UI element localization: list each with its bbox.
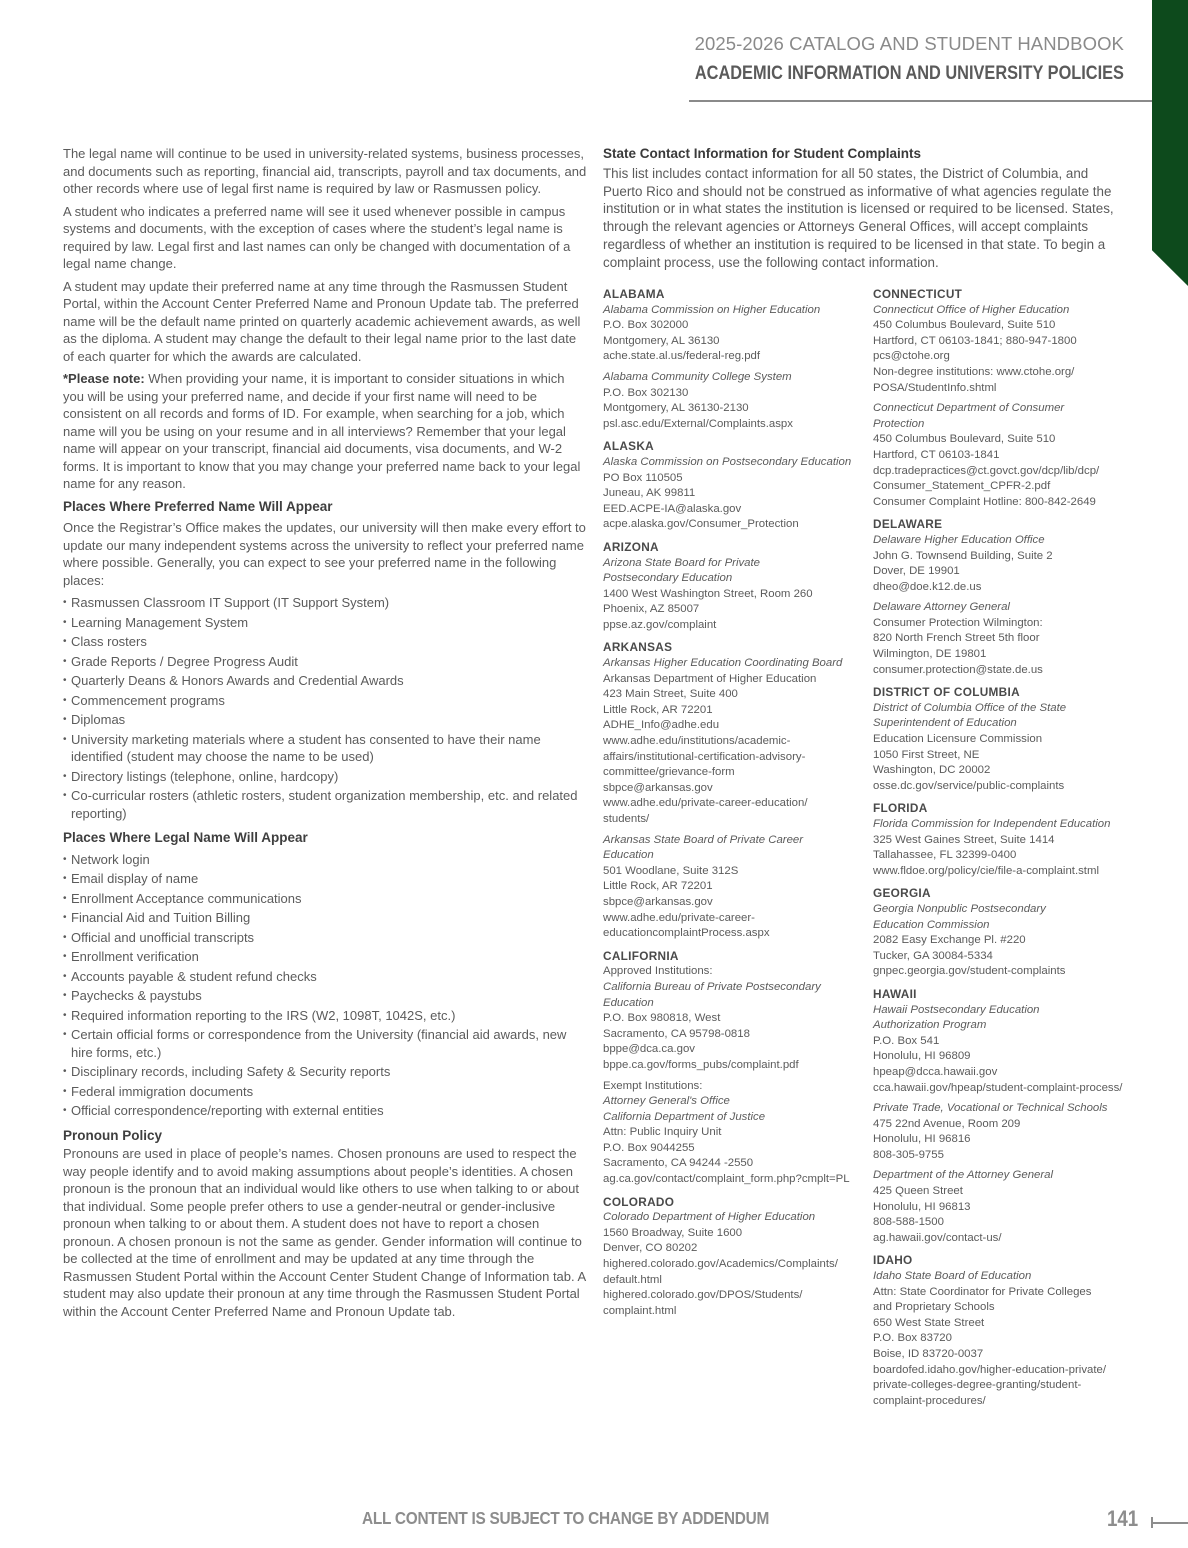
- preferred-intro: Once the Registrar’s Office makes the updates, our university will then make every effort to update our many independent systems across the university to reflect your preferred name where possible. Generally, you can expect to see your preferred name in the following places:: [63, 520, 586, 588]
- agency-name: Private Trade, Vocational or Technical Schools: [873, 1102, 1108, 1115]
- contact-line: P.O. Box 302130: [603, 386, 689, 399]
- contact-link[interactable]: ag.ca.gov/contact/complaint_form.php?cmplt=PL: [603, 1173, 850, 1186]
- contact-line: 325 West Gaines Street, Suite 1414: [873, 833, 1055, 846]
- contact-link[interactable]: ppse.az.gov/complaint: [603, 618, 717, 631]
- page-marker-line: [1151, 1522, 1188, 1524]
- state-block-idaho: [873, 1253, 1135, 1409]
- agency-name: Protection: [873, 417, 925, 430]
- note-text: When providing your name, it is important to consider situations in which you will be using your preferred name, and decide if your first name will need to be consistent on all records and forms of ID. For example, when searching for a job, which name will you be using on your resume and in all interviews? Remember that your legal name will appear on your transcript, financial aid documents, visa documents, and W-2 forms. It is important to know that you may change your preferred name back to your legal name for any reason.: [63, 371, 581, 491]
- state-name: IDAHO: [873, 1253, 913, 1268]
- state-name: ARIZONA: [603, 539, 659, 554]
- contact-link[interactable]: ADHE_Info@adhe.edu: [603, 719, 720, 732]
- agency-contact: [603, 556, 865, 634]
- list-item: • Enrollment verification: [63, 948, 589, 966]
- state-contacts-intro: [603, 145, 1123, 272]
- contact-link[interactable]: www.adhe.edu/institutions/academic-: [603, 735, 791, 748]
- contact-line: 501 Woodlane, Suite 312S: [603, 864, 739, 877]
- list-item: • Financial Aid and Tuition Billing: [63, 909, 589, 927]
- agency-contact: [603, 964, 865, 1073]
- contact-line: Attn: State Coordinator for Private Colleges: [873, 1285, 1092, 1298]
- catalog-title: 2025-2026 CATALOG AND STUDENT HANDBOOK: [694, 33, 1124, 54]
- agency-contact: [603, 833, 865, 942]
- state-name: ALABAMA: [603, 287, 665, 301]
- state-name: HAWAII: [873, 986, 917, 1001]
- state-name: ALASKA: [603, 439, 654, 454]
- contact-link[interactable]: gnpec.georgia.gov/student-complaints: [873, 965, 1066, 978]
- contact-link[interactable]: hpeap@dcca.hawaii.gov: [873, 1065, 998, 1078]
- contact-link[interactable]: complaint-procedures/: [873, 1394, 986, 1407]
- heading-pronoun-policy: Pronoun Policy: [63, 1127, 163, 1143]
- state-block-delaware: [873, 517, 1135, 678]
- state-name: ARKANSAS: [603, 640, 673, 655]
- agency-name: Connecticut Department of Consumer: [873, 402, 1065, 415]
- contact-line: Attn: Public Inquiry Unit: [603, 1126, 722, 1139]
- agency-name: Hawaii Postsecondary Education: [873, 1003, 1040, 1016]
- pronoun-policy-text: Pronouns are used in place of people’s names. Chosen pronouns are used to respect the way people identify and to avoid making assumptions about people’s identities. A chosen pronoun is the pronoun that an individual would like others to use when talking to or about that individual. Some people prefer others to use a gender-neutral or gender-inclusive pronoun when talking to or about them. A student does not have to report a chosen pronoun. A chosen pronoun is not the same as gender. Gender information will continue to be collected at the time of enrollment and may be updated at any time through the Rasmussen Student Portal within the Account Center Student Change of Information tab. A student may also update their pronoun at any time through the Rasmussen Student Portal within the Account Center Preferred Name and Pronoun Update tab.: [63, 1146, 586, 1319]
- contact-line: 808-588-1500: [873, 1216, 944, 1229]
- contact-line: P.O. Box 83720: [873, 1332, 952, 1345]
- agency-name: Attorney General's Office: [603, 1095, 730, 1108]
- contact-line: 450 Columbus Boulevard, Suite 510: [873, 319, 1056, 332]
- agency-name: Alaska Commission on Postsecondary Education: [603, 455, 852, 468]
- state-block-district-of-columbia: [873, 685, 1135, 794]
- contact-link[interactable]: dcp.tradepractices@ct.govct.gov/dcp/lib/dcp/: [873, 464, 1100, 477]
- paragraph-update-preferred: A student may update their preferred name at any time through the Rasmussen Student Portal, within the Account Center Preferred Name and Pronoun Update tab. The preferred name will be the default name printed on quarterly academic achievement awards, as well as the diploma. A student may change the default to their legal name prior to the last date of each quarter for which the awards are calculated.: [63, 278, 581, 364]
- contact-line: Montgomery, AL 36130-2130: [603, 402, 749, 415]
- list-item: • Accounts payable & student refund checks: [63, 968, 589, 986]
- agency-contact: [603, 455, 865, 533]
- contact-link[interactable]: highered.colorado.gov/Academics/Complaints/: [603, 1258, 838, 1271]
- contact-link[interactable]: ag.hawaii.gov/contact-us/: [873, 1231, 1002, 1244]
- list-item: • University marketing materials where a student has consented to have their name identified (student may choose the name to be used): [63, 731, 589, 766]
- paragraph-preferred-name: A student who indicates a preferred name will see it used whenever possible in campus systems and documents, with the exception of cases where the student’s legal name is required by law. Legal first and last names can only be changed with documentation of a legal name change.: [63, 203, 571, 271]
- state-block-alabama: [603, 287, 865, 432]
- contact-line: Arkansas Department of Higher Education: [603, 672, 817, 685]
- contact-line: P.O. Box 541: [873, 1034, 940, 1047]
- page-number: 141: [1107, 1506, 1139, 1531]
- heading-preferred-name-places: Places Where Preferred Name Will Appear: [63, 498, 333, 514]
- agency-name: Alabama Community College System: [603, 370, 792, 383]
- contact-line: 820 North French Street 5th floor: [873, 632, 1040, 645]
- agency-name: Education: [603, 996, 654, 1009]
- contact-line: Honolulu, HI 96809: [873, 1050, 971, 1063]
- agency-name: California Bureau of Private Postsecondary: [603, 980, 821, 993]
- contact-line: and Proprietary Schools: [873, 1301, 995, 1314]
- list-item: • Learning Management System: [63, 614, 589, 632]
- agency-contact: [873, 1269, 1135, 1409]
- agency-name: Colorado Department of Higher Education: [603, 1211, 816, 1224]
- heading-state-contacts: State Contact Information for Student Complaints: [603, 146, 922, 161]
- contact-link[interactable]: sbpce@arkansas.gov: [603, 781, 713, 794]
- state-block-arizona: [603, 540, 865, 634]
- agency-contact: [873, 701, 1135, 795]
- state-contacts-intro-text: This list includes contact information for all 50 states, the District of Columbia, and Puerto Rico and should not be construed as informative of what agencies regulate the institution or in what states the institution is licensed or required to be licensed. States, through the relevant agencies or Attorneys General Offices, will accept complaints regardless of whether an institution is required to be licensed in that state. To begin a complaint process, use the following contact information.: [603, 165, 1114, 270]
- agency-contact: [603, 656, 865, 828]
- contact-link[interactable]: educationcomplaintProcess.aspx: [603, 927, 770, 940]
- agency-name: Authorization Program: [873, 1019, 987, 1032]
- state-name: CONNECTICUT: [873, 287, 963, 301]
- list-item: • Email display of name: [63, 870, 589, 888]
- agency-contact: [873, 817, 1135, 879]
- contact-line: Sacramento, CA 94244 -2550: [603, 1157, 754, 1170]
- contact-line: 808-305-9755: [873, 1148, 944, 1161]
- list-item: • Commencement programs: [63, 692, 589, 710]
- contact-line: Denver, CO 80202: [603, 1242, 698, 1255]
- agency-contact: [873, 1101, 1135, 1163]
- list-item: • Official correspondence/reporting with external entities: [63, 1102, 589, 1120]
- note-lead: *Please note:: [63, 371, 145, 386]
- list-item: • Required information reporting to the IRS (W2, 1098T, 1042S, etc.): [63, 1007, 589, 1025]
- contact-link[interactable]: bppe@dca.ca.gov: [603, 1043, 695, 1056]
- contact-link[interactable]: default.html: [603, 1273, 662, 1286]
- contact-link[interactable]: www.adhe.edu/private-career-education/: [603, 797, 808, 810]
- contact-line: PO Box 110505: [603, 471, 683, 484]
- list-item: • Class rosters: [63, 633, 589, 651]
- contact-line: Hartford, CT 06103-1841; 880-947-1800: [873, 334, 1077, 347]
- state-block-colorado: [603, 1195, 865, 1320]
- contact-link[interactable]: ache.state.al.us/federal-reg.pdf: [603, 350, 761, 363]
- contact-link[interactable]: complaint.html: [603, 1304, 677, 1317]
- contact-link[interactable]: www.fldoe.org/policy/cie/file-a-complaint.stml: [873, 864, 1099, 877]
- contact-line: Dover, DE 19901: [873, 565, 960, 578]
- contact-line: Little Rock, AR 72201: [603, 880, 713, 893]
- contact-line: 423 Main Street, Suite 400: [603, 688, 738, 701]
- contact-line: Consumer Protection Wilmington:: [873, 616, 1043, 629]
- contact-link[interactable]: osse.dc.gov/service/public-complaints: [873, 779, 1065, 792]
- list-item: • Official and unofficial transcripts: [63, 929, 589, 947]
- contact-line: Education Licensure Commission: [873, 733, 1043, 746]
- agency-contact: [873, 303, 1135, 397]
- contact-link[interactable]: acpe.alaska.gov/Consumer_Protection: [603, 518, 799, 531]
- list-item: • Network login: [63, 851, 589, 869]
- preferred-name-list: [63, 594, 589, 822]
- contact-line: 1050 First Street, NE: [873, 748, 980, 761]
- list-item: • Grade Reports / Degree Progress Audit: [63, 653, 589, 671]
- contact-line: Phoenix, AZ 85007: [603, 603, 700, 616]
- contact-line: private-colleges-degree-granting/student-: [873, 1379, 1082, 1392]
- contact-line: 450 Columbus Boulevard, Suite 510: [873, 433, 1056, 446]
- state-name: CALIFORNIA: [603, 948, 679, 963]
- header-divider: [689, 100, 1152, 102]
- list-item: • Disciplinary records, including Safety & Security reports: [63, 1063, 589, 1081]
- section-title: ACADEMIC INFORMATION AND UNIVERSITY POLICIES: [694, 63, 1124, 84]
- agency-contact: [873, 1168, 1135, 1246]
- agency-name: California Department of Justice: [603, 1110, 766, 1123]
- list-item: • Paychecks & paystubs: [63, 987, 589, 1005]
- contact-link[interactable]: www.adhe.edu/private-career-: [603, 911, 755, 924]
- contact-line: Honolulu, HI 96813: [873, 1200, 971, 1213]
- contact-link[interactable]: psl.asc.edu/External/Complaints.aspx: [603, 417, 793, 430]
- list-item: • Directory listings (telephone, online, hardcopy): [63, 768, 589, 786]
- state-block-alaska: [603, 439, 865, 533]
- state-block-hawaii: [873, 987, 1135, 1247]
- agency-contact: [873, 902, 1135, 980]
- agency-name: Georgia Nonpublic Postsecondary: [873, 902, 1046, 915]
- contact-line: Tallahassee, FL 32399-0400: [873, 849, 1017, 862]
- contact-line: Boise, ID 83720-0037: [873, 1348, 984, 1360]
- contact-line: John G. Townsend Building, Suite 2: [873, 549, 1053, 562]
- state-contacts-column-1: [603, 287, 865, 1326]
- contact-line: Exempt Institutions:: [603, 1079, 703, 1092]
- agency-name: Arizona State Board for Private: [603, 556, 761, 569]
- agency-contact: [603, 1079, 865, 1188]
- agency-contact: [873, 1003, 1135, 1097]
- footer-disclaimer: ALL CONTENT IS SUBJECT TO CHANGE BY ADDENDUM: [362, 1508, 770, 1528]
- contact-link[interactable]: dheo@doe.k12.de.us: [873, 580, 982, 593]
- contact-line: 2082 Easy Exchange Pl. #220: [873, 934, 1026, 947]
- paragraph-legal-name: The legal name will continue to be used in university-related systems, business processes, and documents such as reporting, financial aid, transcripts, payroll and tax documents, and other records where use of legal first name is required by law or Rasmussen policy.: [63, 146, 587, 196]
- contact-line: 425 Queen Street: [873, 1185, 963, 1198]
- green-section-tab: [1152, 0, 1188, 286]
- state-contacts-column-2: [873, 287, 1135, 1416]
- contact-line: 650 West State Street: [873, 1316, 985, 1329]
- state-name: DISTRICT OF COLUMBIA: [873, 685, 1020, 700]
- list-item: • Enrollment Acceptance communications: [63, 890, 589, 908]
- contact-link[interactable]: sbpce@arkansas.gov: [603, 895, 713, 908]
- contact-line: Little Rock, AR 72201: [603, 703, 713, 716]
- contact-line: Tucker, GA 30084-5334: [873, 949, 993, 962]
- agency-name: Superintendent of Education: [873, 717, 1017, 730]
- agency-name: Postsecondary Education: [603, 572, 733, 585]
- contact-line: Juneau, AK 99811: [603, 487, 696, 500]
- state-name: DELAWARE: [873, 517, 943, 532]
- contact-link[interactable]: POSA/StudentInfo.shtml: [873, 381, 997, 394]
- contact-link[interactable]: students/: [603, 813, 650, 825]
- state-block-california: [603, 949, 865, 1188]
- agency-contact: [873, 401, 1135, 510]
- heading-legal-name-places: Places Where Legal Name Will Appear: [63, 830, 308, 845]
- left-column: [63, 145, 589, 1325]
- contact-line: 475 22nd Avenue, Room 209: [873, 1117, 1021, 1130]
- contact-link[interactable]: highered.colorado.gov/DPOS/Students/: [603, 1289, 803, 1302]
- agency-name: Delaware Attorney General: [873, 601, 1010, 614]
- contact-link[interactable]: EED.ACPE-IA@alaska.gov: [603, 502, 742, 515]
- agency-name: Alabama Commission on Higher Education: [603, 303, 821, 316]
- contact-line: Honolulu, HI 96816: [873, 1133, 971, 1146]
- state-name: GEORGIA: [873, 886, 931, 901]
- agency-contact: [873, 533, 1135, 595]
- contact-link[interactable]: pcs@ctohe.org: [873, 350, 950, 363]
- list-item: • Rasmussen Classroom IT Support (IT Support System): [63, 594, 589, 612]
- state-block-connecticut: [873, 287, 1135, 510]
- state-block-arkansas: [603, 640, 865, 941]
- agency-name: Arkansas State Board of Private Career: [603, 833, 804, 846]
- contact-line: P.O. Box 9044255: [603, 1141, 695, 1154]
- contact-line: Approved Institutions:: [603, 965, 713, 978]
- agency-name: Idaho State Board of Education: [873, 1270, 1032, 1283]
- contact-link[interactable]: Consumer_Statement_CPFR-2.pdf: [873, 480, 1051, 493]
- contact-line: Consumer Complaint Hotline: 800-842-2649: [873, 495, 1096, 508]
- list-item: • Co-curricular rosters (athletic rosters, student organization membership, etc. and related reporting): [63, 787, 589, 822]
- contact-line: Sacramento, CA 95798-0818: [603, 1027, 750, 1040]
- list-item: • Diplomas: [63, 711, 589, 729]
- contact-line: P.O. Box 980818, West: [603, 1012, 721, 1025]
- state-block-georgia: [873, 886, 1135, 980]
- agency-contact: [873, 600, 1135, 678]
- state-block-florida: [873, 801, 1135, 879]
- contact-line: Hartford, CT 06103-1841: [873, 448, 1000, 461]
- contact-line: 1400 West Washington Street, Room 260: [603, 587, 813, 600]
- legal-name-list: [63, 851, 589, 1120]
- paragraph-please-note: [63, 370, 589, 493]
- agency-name: District of Columbia Office of the State: [873, 701, 1067, 714]
- contact-link[interactable]: cca.hawaii.gov/hpeap/student-complaint-process/: [873, 1081, 1123, 1094]
- agency-name: Department of the Attorney General: [873, 1169, 1054, 1182]
- contact-line: P.O. Box 302000: [603, 319, 689, 332]
- list-item: • Certain official forms or correspondence from the University (financial aid awards, new hire forms, etc.): [63, 1026, 589, 1061]
- contact-line: 1560 Broadway, Suite 1600: [603, 1226, 743, 1239]
- state-name: COLORADO: [603, 1194, 675, 1209]
- list-item: • Federal immigration documents: [63, 1083, 589, 1101]
- agency-name: Education Commission: [873, 918, 990, 931]
- agency-name: Arkansas Higher Education Coordinating Board: [603, 657, 843, 670]
- agency-contact: [603, 370, 865, 432]
- contact-link[interactable]: Non-degree institutions: www.ctohe.org/: [873, 365, 1075, 378]
- contact-link[interactable]: bppe.ca.gov/forms_pubs/complaint.pdf: [603, 1058, 799, 1071]
- agency-name: Education: [603, 849, 654, 862]
- agency-name: Connecticut Office of Higher Education: [873, 303, 1070, 316]
- contact-line: Wilmington, DE 19801: [873, 648, 987, 661]
- agency-name: Delaware Higher Education Office: [873, 533, 1045, 546]
- contact-line: affairs/institutional-certification-advisory-: [603, 750, 806, 763]
- contact-link[interactable]: consumer.protection@state.de.us: [873, 663, 1043, 676]
- contact-line: committee/grievance-form: [603, 766, 735, 779]
- state-name: FLORIDA: [873, 801, 928, 816]
- list-item: • Quarterly Deans & Honors Awards and Credential Awards: [63, 672, 589, 690]
- contact-line: Montgomery, AL 36130: [603, 334, 720, 347]
- agency-contact: [603, 303, 865, 365]
- agency-name: Florida Commission for Independent Education: [873, 818, 1111, 830]
- agency-contact: [603, 1210, 865, 1319]
- contact-line: Washington, DC 20002: [873, 764, 991, 777]
- contact-link[interactable]: boardofed.idaho.gov/higher-education-private/: [873, 1363, 1107, 1376]
